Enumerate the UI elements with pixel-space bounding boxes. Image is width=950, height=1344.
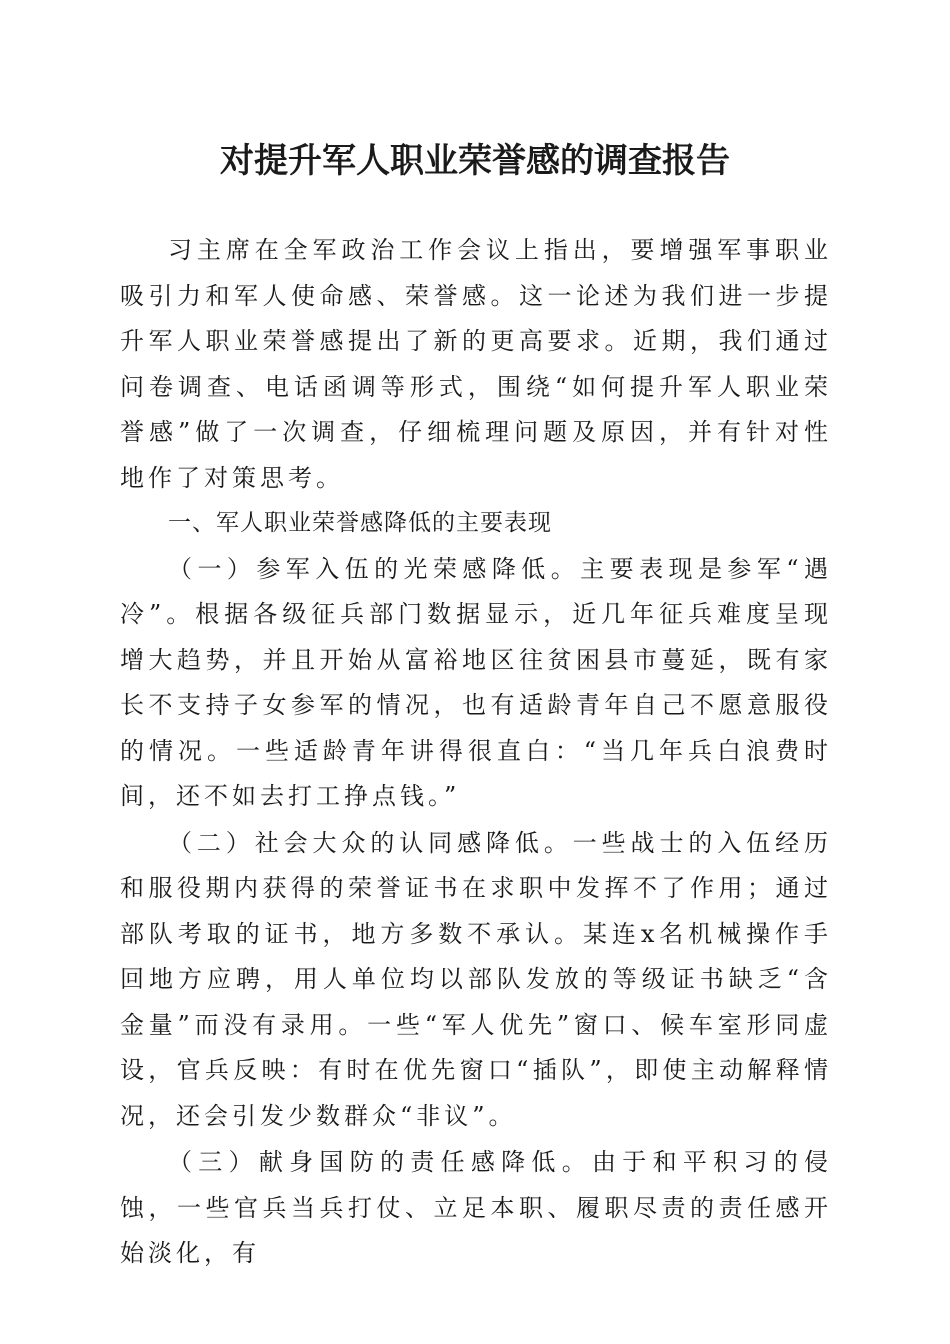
document-title: 对提升军人职业荣誉感的调查报告 — [220, 141, 730, 181]
paragraph-2: （二）社会大众的认同感降低。一些战士的入伍经历和服役期内获得的荣誉证书在求职中发挥不了作用；通过部队考取的证书，地方多数不承认。某连x名机械操作手回地方应聘，用人单位均以部队发放的等级证书缺乏“含金量”而没有录用。一些“军人优先”窗口、候车室形同虚设，官兵反映：有时在优先窗口“插队”，即使主动解释情况，还会引发少数群众“非议”。 — [120, 828, 832, 1130]
document-body — [120, 228, 832, 1277]
paragraph-1: （一）参军入伍的光荣感降低。主要表现是参军“遇冷”。根据各级征兵部门数据显示，近几年征兵难度呈现增大趋势，并且开始从富裕地区往贫困县市蔓延，既有家长不支持子女参军的情况，也有适龄青年自己不愿意服役的情况。一些适龄青年讲得很直白：“当几年兵白浪费时间，还不如去打工挣点钱。” — [120, 554, 832, 810]
intro-paragraph: 习主席在全军政治工作会议上指出，要增强军事职业吸引力和军人使命感、荣誉感。这一论述为我们进一步提升军人职业荣誉感提出了新的更高要求。近期，我们通过问卷调查、电话函调等形式，围绕“如何提升军人职业荣誉感”做了一次调查，仔细梳理问题及原因，并有针对性地作了对策思考。 — [120, 236, 832, 492]
section-heading-1: 一、军人职业荣誉感降低的主要表现 — [168, 510, 552, 536]
paragraph-3: （三）献身国防的责任感降低。由于和平积习的侵蚀，一些官兵当兵打仗、立足本职、履职尽责的责任感开始淡化，有 — [120, 1148, 832, 1267]
